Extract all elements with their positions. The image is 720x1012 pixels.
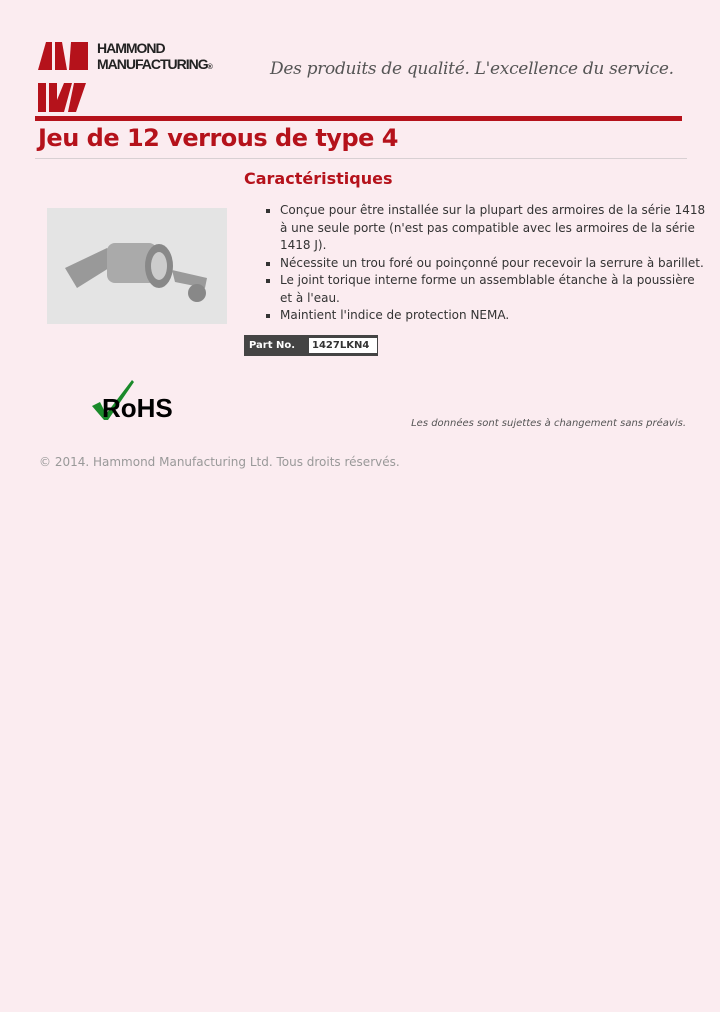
copyright: © 2014. Hammond Manufacturing Ltd. Tous droits réservés. xyxy=(39,455,400,469)
part-number-label: Part No. xyxy=(249,340,296,351)
hammond-logo-icon xyxy=(38,42,88,112)
header-divider xyxy=(35,116,682,121)
title-divider xyxy=(35,158,687,159)
feature-item: ▪ Conçue pour être installée sur la plupart des armoires de la série 1418 à une seule porte (n'est pas compatible avec les armoires de la série 1418 J). xyxy=(280,202,708,255)
brand-name xyxy=(97,40,212,76)
brand-line-2: MANUFACTURING xyxy=(97,56,208,72)
change-notice: Les données sont sujettes à changement sans préavis. xyxy=(411,418,686,429)
registered-mark: ® xyxy=(207,64,212,71)
feature-item: ▪ Nécessite un trou foré ou poinçonné pour recevoir la serrure à barillet. xyxy=(280,255,708,273)
rohs-text: RoHS xyxy=(102,393,173,422)
tagline: Des produits de qualité. L'excellence du service. xyxy=(270,59,674,79)
brand-line-1: HAMMOND xyxy=(97,40,165,56)
product-image xyxy=(47,208,227,324)
page-title: Jeu de 12 verrous de type 4 xyxy=(38,124,398,152)
rohs-logo-icon xyxy=(92,378,184,422)
features-list xyxy=(262,202,708,325)
part-number-value: 1427LKN4 xyxy=(309,338,377,353)
part-number-box xyxy=(244,335,378,356)
features-heading: Caractéristiques xyxy=(244,169,393,188)
feature-item: ▪ Le joint torique interne forme un assemblable étanche à la poussière et à l'eau. xyxy=(280,272,708,307)
feature-item: ▪ Maintient l'indice de protection NEMA. xyxy=(280,307,708,325)
